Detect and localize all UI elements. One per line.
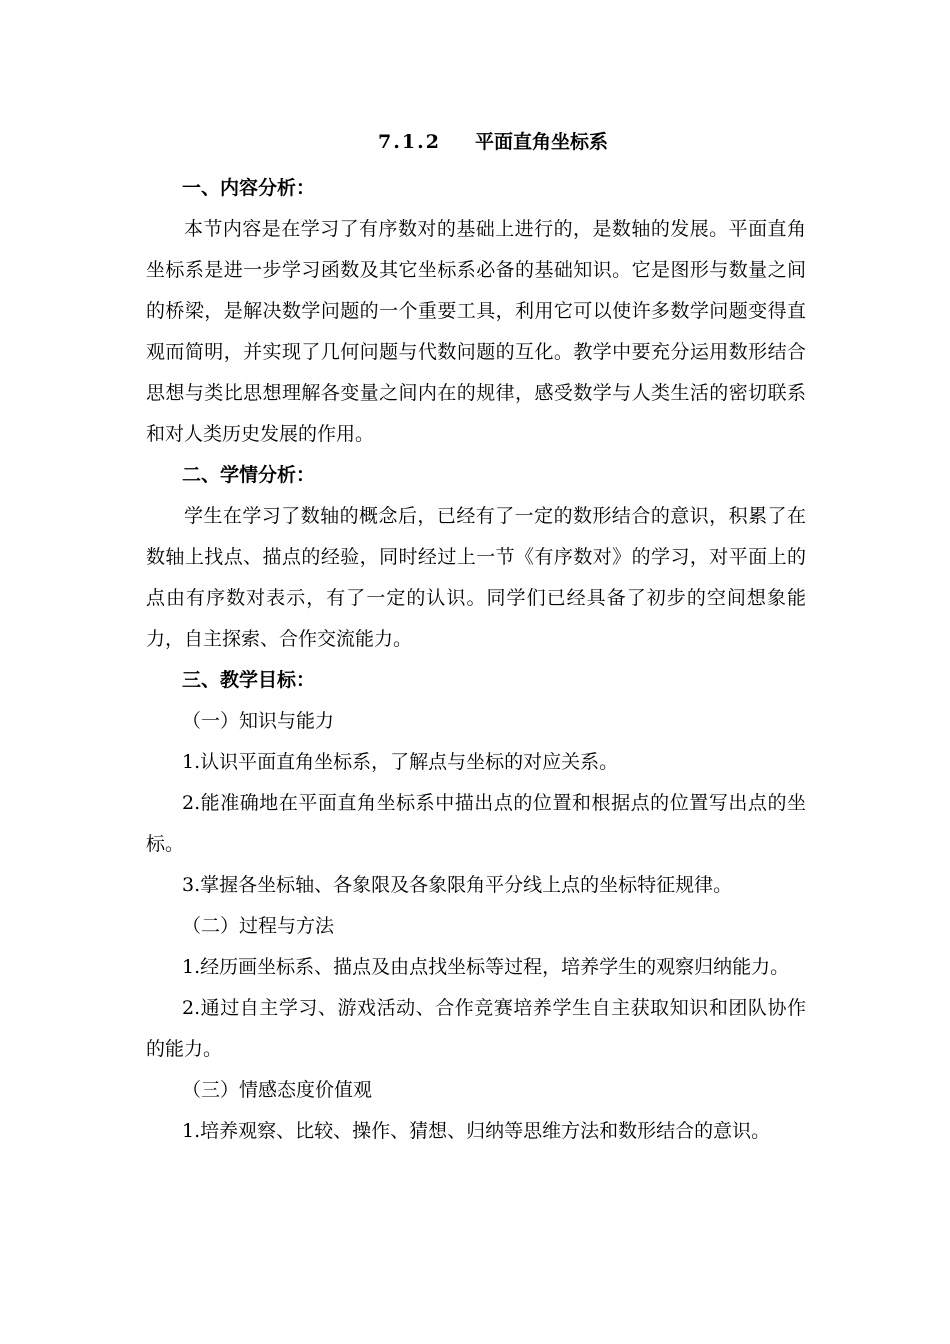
- section-heading-teaching-goals: 三、教学目标：: [182, 669, 316, 691]
- subsection-emotion-values: （三）情感态度价值观: [182, 1079, 373, 1101]
- title-number: 7.1.2: [378, 131, 441, 153]
- title-text: 平面直角坐标系: [474, 131, 608, 153]
- document-body: [146, 168, 806, 1152]
- goal-item: 1.认识平面直角坐标系，了解点与坐标的对应关系。: [182, 751, 619, 773]
- goal-item: 2.能准确地在平面直角坐标系中描出点的位置和根据点的位置写出点的坐标。: [146, 792, 806, 855]
- section-heading-content-analysis: 一、内容分析：: [182, 177, 316, 199]
- section-heading-learner-analysis: 二、学情分析：: [182, 464, 316, 486]
- learner-analysis-paragraph: 学生在学习了数轴的概念后，已经有了一定的数形结合的意识，积累了在数轴上找点、描点的经验，同时经过上一节《有序数对》的学习，对平面上的点由有序数对表示，有了一定的认识。同学们已经具备了初步的空间想象能力，自主探索、合作交流能力。: [146, 505, 806, 650]
- subsection-knowledge-ability: （一）知识与能力: [182, 710, 335, 732]
- subsection-process-method: （二）过程与方法: [182, 915, 335, 937]
- goal-item: 1.经历画坐标系、描点及由点找坐标等过程，培养学生的观察归纳能力。: [182, 956, 790, 978]
- goal-item: 2.通过自主学习、游戏活动、合作竞赛培养学生自主获取知识和团队协作的能力。: [146, 997, 806, 1060]
- content-analysis-paragraph: 本节内容是在学习了有序数对的基础上进行的，是数轴的发展。平面直角坐标系是进一步学习函数及其它坐标系必备的基础知识。它是图形与数量之间的桥梁，是解决数学问题的一个重要工具，利用它可以使许多数学问题变得直观而简明，并实现了几何问题与代数问题的互化。教学中要充分运用数形结合思想与类比思想理解各变量之间内在的规律，感受数学与人类生活的密切联系和对人类历史发展的作用。: [146, 218, 806, 445]
- goal-item: 3.掌握各坐标轴、各象限及各象限角平分线上点的坐标特征规律。: [182, 874, 733, 896]
- goal-item: 1.培养观察、比较、操作、猜想、归纳等思维方法和数形结合的意识。: [182, 1120, 771, 1142]
- document-title: [0, 128, 950, 156]
